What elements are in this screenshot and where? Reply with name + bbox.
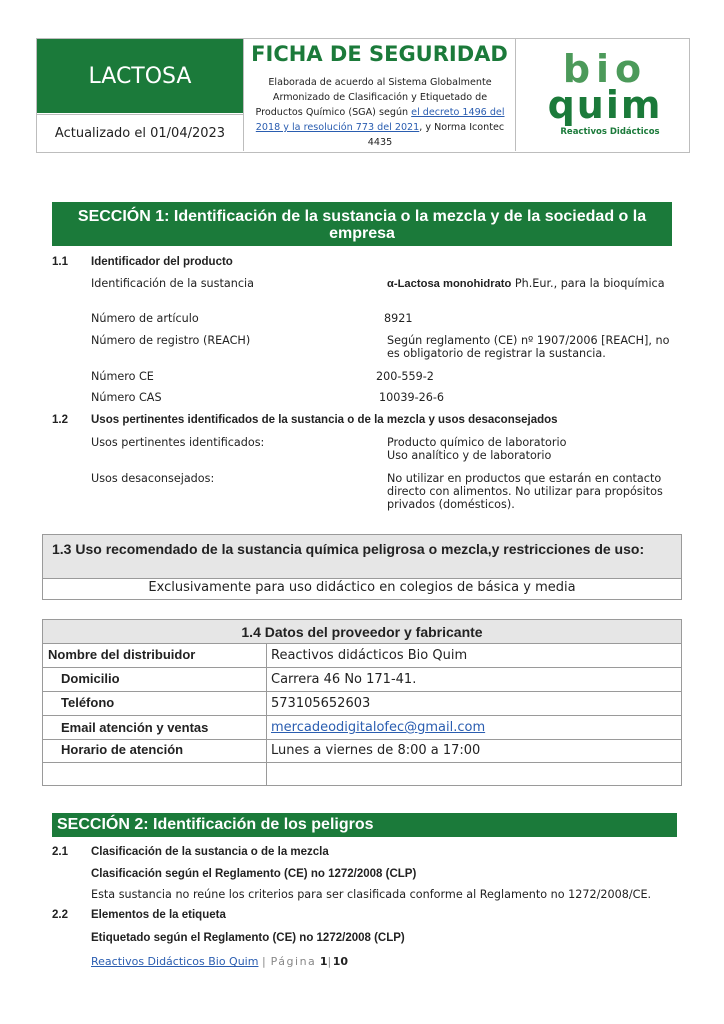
field-label: Número de registro (REACH)	[91, 334, 251, 347]
field-value: 8921	[384, 312, 413, 325]
product-name: LACTOSA	[37, 39, 243, 113]
substance-rest: Ph.Eur., para la bioquímica	[511, 277, 665, 290]
subsection-title: Elementos de la etiqueta	[91, 909, 226, 921]
section-number: 2.1	[52, 846, 68, 858]
page-label: Página	[270, 955, 317, 968]
address-value: Carrera 46 No 171-41.	[271, 672, 417, 687]
decree-link[interactable]: el decreto 1496 del 2018 y la resolución 773 del 2021	[255, 107, 505, 133]
substance-name: α-Lactosa monohidrato	[387, 278, 512, 290]
page-number: 1	[319, 955, 328, 968]
address-label: Domicilio	[61, 671, 120, 686]
phone-value: 573105652603	[271, 696, 371, 711]
labelling-subtitle: Etiquetado según el Reglamento (CE) no 1272/2008 (CLP)	[91, 932, 405, 944]
email-label: Email atención y ventas	[61, 720, 209, 735]
row-divider	[43, 691, 681, 692]
field-label: Número CAS	[91, 391, 162, 404]
section13-title: 1.3 Uso recomendado de la sustancia química peligrosa o mezcla,y restricciones de uso:	[43, 535, 681, 578]
page-footer	[91, 955, 348, 968]
desc-text: Elaborada de acuerdo al Sistema Globalmente Armonizado de Clasificación y Etiquetado de Productos Químico (SGA) según	[255, 77, 492, 118]
row-divider	[43, 715, 681, 716]
email-link[interactable]: mercadeodigitalofec@gmail.com	[271, 720, 486, 735]
field-value: 200-559-2	[376, 370, 434, 383]
field-label: Usos desaconsejados:	[91, 472, 215, 485]
subsection-title: Clasificación de la sustancia o de la mezcla	[91, 846, 329, 858]
field-value: No utilizar en productos que estarán en contacto directo con alimentos. No utilizar para propósitos privados (domésticos).	[387, 472, 663, 511]
hours-value: Lunes a viernes de 8:00 a 17:00	[271, 743, 481, 758]
classification-subtitle: Clasificación según el Reglamento (CE) no 1272/2008 (CLP)	[91, 868, 417, 880]
field-value: Según reglamento (CE) nº 1907/2006 [REACH], no es obligatorio de registrar la sustancia.	[387, 334, 670, 360]
row-divider	[43, 643, 681, 644]
footer-sep: |	[261, 955, 268, 968]
column-divider	[266, 643, 267, 785]
section13-body: Exclusivamente para uso didáctico en colegios de básica y media	[148, 580, 576, 595]
phone-label: Teléfono	[61, 695, 115, 710]
supplier-label: Nombre del distribuidor	[48, 647, 196, 662]
section-number: 2.2	[52, 909, 68, 921]
field-label: Número de artículo	[91, 312, 199, 325]
page-total: 10	[332, 955, 348, 968]
doc-title: FICHA DE SEGURIDAD	[251, 42, 508, 66]
field-value: Producto químico de laboratorio Uso analítico y de laboratorio	[387, 436, 567, 462]
field-label: Identificación de la sustancia	[91, 277, 254, 290]
section1-title: SECCIÓN 1: Identificación de la sustancia o la mezcla y de la sociedad o la empresa	[52, 202, 672, 246]
supplier-value: Reactivos didácticos Bio Quim	[271, 648, 468, 663]
supplier-table-title: 1.4 Datos del proveedor y fabricante	[43, 620, 681, 643]
updated-date: Actualizado el 01/04/2023	[37, 114, 243, 151]
classification-text: Esta sustancia no reúne los criterios para ser clasificada conforme al Reglamento no 1272/2008/CE.	[91, 888, 652, 901]
logo-top-text: bio	[562, 48, 648, 91]
subsection-title: Identificador del producto	[91, 256, 233, 268]
logo-bottom-text: quim	[547, 83, 663, 127]
field-label: Usos pertinentes identificados:	[91, 436, 265, 449]
divider	[515, 39, 516, 151]
section-number: 1.2	[52, 414, 68, 426]
field-label: Número CE	[91, 370, 154, 383]
subsection-title: Usos pertinentes identificados de la sustancia o de la mezcla y usos desaconsejados	[91, 414, 558, 426]
row-divider	[43, 762, 681, 763]
doc-description	[250, 75, 510, 150]
hours-label: Horario de atención	[61, 742, 184, 757]
row-divider	[43, 739, 681, 740]
field-value: 10039-26-6	[379, 391, 445, 404]
desc-tail: , y Norma Icontec 4435	[367, 122, 505, 148]
section2-title: SECCIÓN 2: Identificación de los peligros	[52, 813, 677, 837]
logo-caption: Reactivos Didácticos	[560, 127, 660, 137]
footer-sep: |	[327, 955, 333, 968]
section-number: 1.1	[52, 256, 68, 268]
row-divider	[43, 667, 681, 668]
field-value	[387, 277, 677, 291]
footer-link[interactable]: Reactivos Didácticos Bio Quim	[91, 955, 259, 968]
divider	[43, 578, 681, 579]
